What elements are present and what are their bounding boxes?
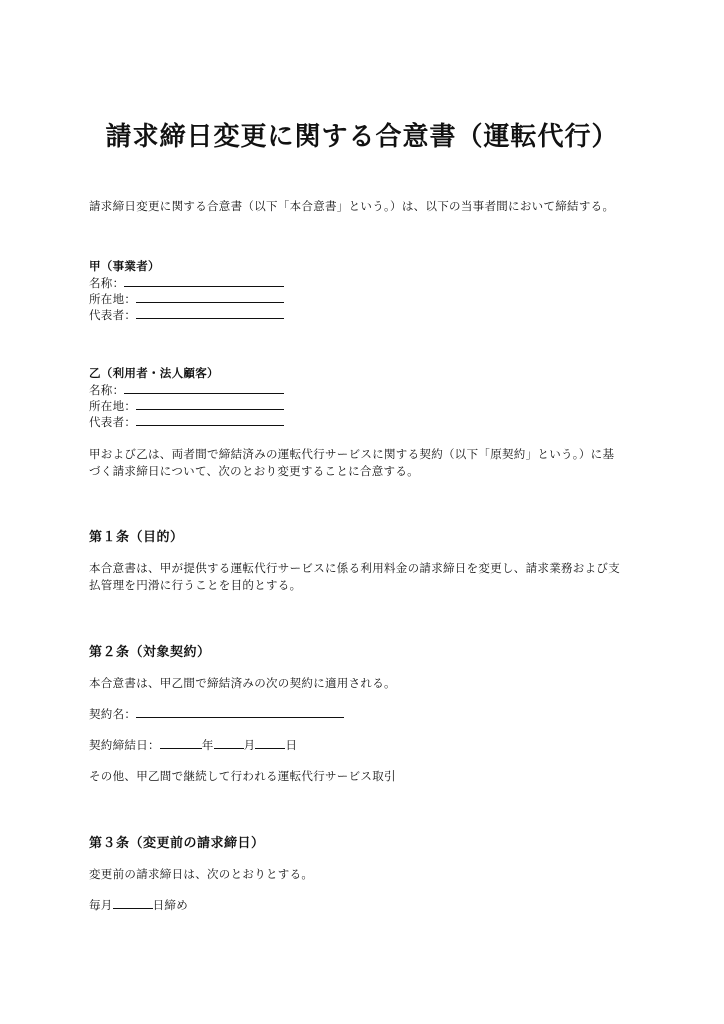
party-a-address-blank (136, 292, 284, 303)
party-a-rep-row (89, 307, 284, 323)
contract-date-label: 契約締結日： (89, 738, 160, 752)
party-b-name-blank (124, 383, 284, 394)
party-b-address-label: 所在地： (89, 399, 137, 413)
article3-heading: 第３条（変更前の請求締日） (89, 836, 265, 851)
article2-other-text: その他、甲乙間で継続して行われる運転代行サービス取引 (89, 769, 396, 783)
party-a-address-label: 所在地： (89, 292, 137, 306)
contract-year-label: 年 (201, 738, 214, 752)
party-b-rep-label: 代表者： (89, 415, 137, 429)
contract-name-row (89, 706, 344, 722)
article1-heading: 第１条（目的） (89, 530, 184, 545)
contract-year-blank (160, 738, 202, 749)
contract-day-blank (255, 738, 285, 749)
article3-text: 変更前の請求締日は、次のとおりとする。 (89, 867, 314, 881)
contract-month-blank (214, 738, 244, 749)
article2-heading: 第２条（対象契約） (89, 645, 211, 660)
party-b-address-row (89, 398, 284, 414)
contract-month-label: 月 (243, 738, 256, 752)
contract-name-blank (136, 707, 344, 718)
article2-text: 本合意書は、甲乙間で締結済みの次の契約に適用される。 (89, 676, 396, 690)
party-b-heading: 乙（利用者・法人顧客） (89, 366, 219, 380)
party-b-address-blank (136, 399, 284, 410)
intro-text: 請求締日変更に関する合意書（以下「本合意書」という。）は、以下の当事者間において締結する。 (89, 199, 615, 213)
contract-date-row (89, 737, 297, 753)
party-b-name-row (89, 382, 284, 398)
party-a-address-row (89, 291, 284, 307)
party-a-rep-label: 代表者： (89, 308, 137, 322)
contract-name-label: 契約名： (89, 707, 137, 721)
party-a-name-row (89, 275, 284, 291)
contract-day-label: 日 (285, 738, 298, 752)
agreement-text-line2: づく請求締日について、次のとおり変更することに合意する。 (89, 464, 419, 478)
party-a-heading: 甲（事業者） (89, 259, 160, 273)
party-b-name-label: 名称： (89, 383, 125, 397)
party-a-name-blank (124, 276, 284, 287)
closing-day-blank (113, 898, 153, 909)
monthly-suffix: 日締め (152, 898, 189, 912)
party-b-rep-row (89, 414, 284, 430)
agreement-text-line1: 甲および乙は、両者間で締結済みの運転代行サービスに関する契約（以下「原契約」という。）に基 (89, 447, 615, 461)
article1-text-line1: 本合意書は、甲が提供する運転代行サービスに係る利用料金の請求締日を変更し、請求業務および支 (89, 561, 620, 575)
monthly-closing-row (89, 897, 188, 913)
document-title: 請求締日変更に関する合意書（運転代行） (105, 122, 619, 152)
article1-text-line2: 払管理を円滑に行うことを目的とする。 (89, 578, 302, 592)
party-b-rep-blank (136, 415, 284, 426)
party-a-rep-blank (136, 308, 284, 319)
monthly-prefix: 毎月 (89, 898, 113, 912)
party-a-name-label: 名称： (89, 276, 125, 290)
